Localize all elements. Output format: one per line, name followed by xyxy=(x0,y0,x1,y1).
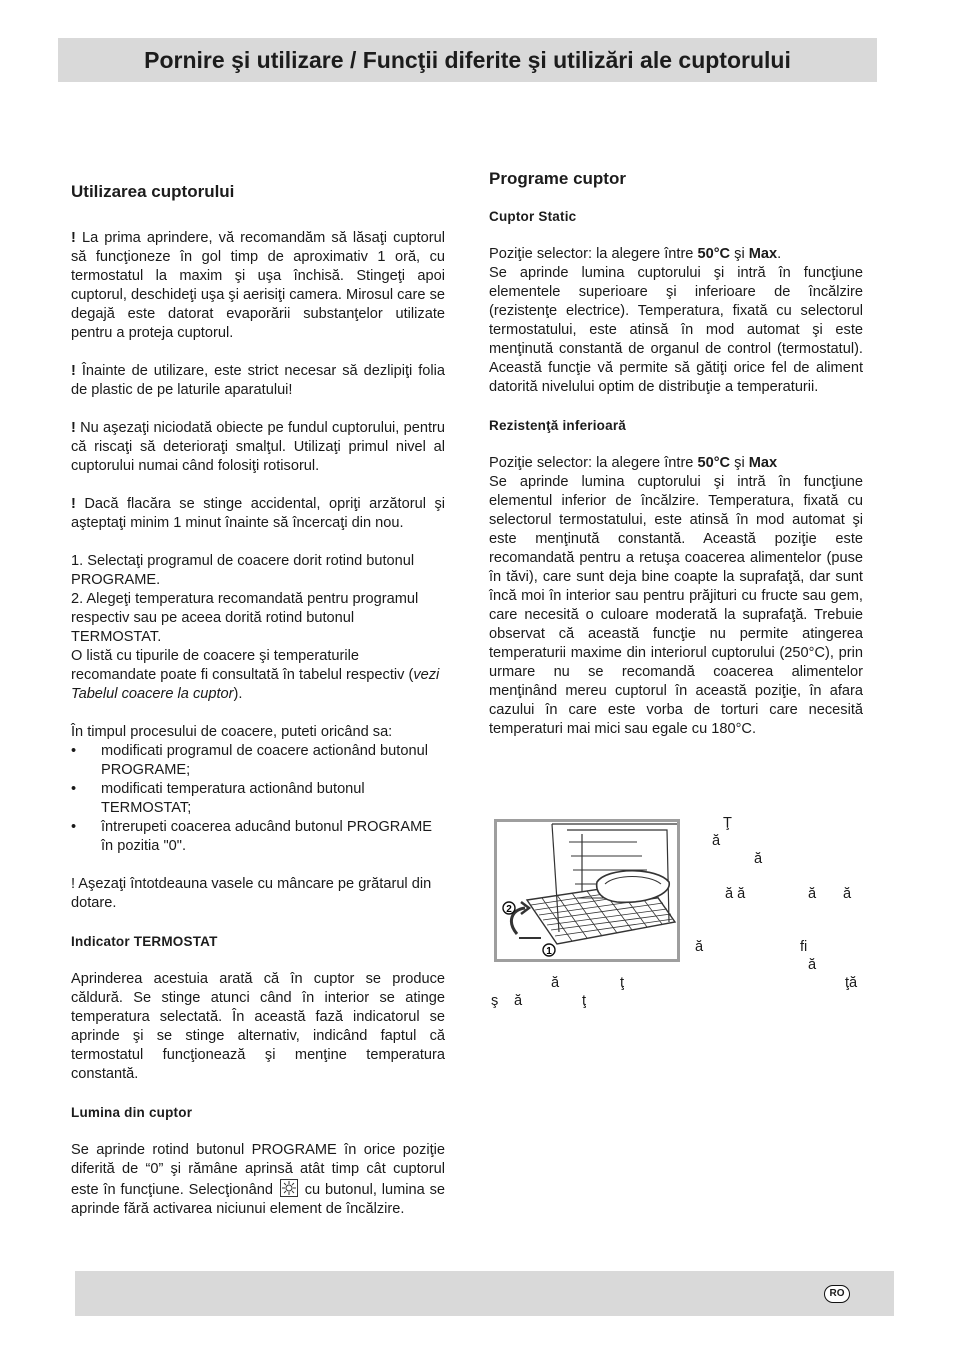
warning-text: Nu aşezaţi niciodată obiecte pe fundul cuptorului, pentru că riscaţi să deterioraţi smalţul. Utilizaţi primul nivel al cuptorului numai când folosiţi rotisorul. xyxy=(71,420,445,474)
position-and: şi xyxy=(730,246,749,262)
footer-bar xyxy=(75,1271,894,1316)
warning-plastic-film xyxy=(71,362,445,400)
heading-static-oven: Cuptor Static xyxy=(489,209,577,224)
stray-glyph: ă xyxy=(712,833,721,849)
static-selector-position xyxy=(489,245,863,264)
note-racks: ! Aşezaţi întotdeauna vasele cu mâncare pe grătarul din dotare. xyxy=(71,876,432,911)
stray-glyph: ă xyxy=(695,939,704,955)
thermostat-text: Aprinderea acestuia arată că în cuptor se produce căldură. Se stinge atunci când în interior se atinge temperatura selectată. În această fază indicatorul se aprinde şi se stinge alternativ, indicând faptul că termostatul funcţionează şi menţine temperatura constantă. xyxy=(71,971,445,1082)
stray-glyph: ă xyxy=(754,851,763,867)
stray-glyph: fi xyxy=(800,939,808,955)
section-heading-programe: Programe cuptor xyxy=(489,169,626,188)
heading-oven-light: Lumina din cuptor xyxy=(71,1105,193,1120)
list-intro: O listă cu tipurile de coacere şi temperaturile recomandate poate fi consultată în tabelul respectiv ( xyxy=(71,648,414,683)
table-reference: vezi Tabelul coacere la cuptor xyxy=(71,667,440,702)
stray-glyph: ă xyxy=(808,957,817,973)
during-intro: În timpul procesului de coacere, puteti oricând sa: xyxy=(71,724,393,740)
left-column xyxy=(71,180,445,1219)
step-2: 2. Alegeţi temperatura recomandată pentru programul respectiv sau pe aceea dorită rotind butonul TERMOSTAT. xyxy=(71,591,419,645)
warning-mark: ! xyxy=(71,420,76,436)
warning-flame xyxy=(71,495,445,533)
lower-text: Se aprinde lumina cuptorului şi intră în funcţiune elementul inferior de încălzire. Temperatura, fixată cu selectorul termostatului, este atinsă în mod automat şi este menţinută constantă. Această poziţie este recomandată pentru a retuşa coacerea alimentelor (puse în tăvi), care sunt deja bine coapte la suprafaţă, dar sunt încă moi în interior sau pentru prăjituri cu fructe sau gem, care necesită o culoare moderată la suprafaţă. Trebuie observat că această funcţie nu permite atingerea temperaturii maxime din interiorul cuptorului (250°C), prin urmare nu se recomandă coacerea alimentelor menţinând mereu cuptorul în această poziţie, în afara cazului în care este vorba de torturi care necesită temperaturi mai mici sau egale cu 180°C. xyxy=(489,474,863,737)
stray-glyph: ă xyxy=(808,886,817,902)
rack-insertion-figure xyxy=(494,819,680,962)
stray-glyph: Ţ xyxy=(723,815,732,831)
position-and: şi xyxy=(730,455,749,471)
position-min: 50°C xyxy=(697,246,731,262)
heading-thermostat-indicator: Indicator TERMOSTAT xyxy=(71,934,218,949)
lower-selector-position xyxy=(489,454,863,473)
static-text: Se aprinde lumina cuptorului şi intră în funcţiune elementele superioare şi inferioare de încălzire (rezistenţe electrice). Temperatura, fixată cu selectorul termostatului, este atinsă în mod automat şi este menţinută constantă de organul de control (termostatul). Această funcţie vă permite să gătiţi orice fel de aliment datorită nivelului optim de distribuţie a temperaturii. xyxy=(489,265,863,395)
light-text-a: Se aprinde rotind butonul PROGRAME în orice poziţie diferită de “0” şi rămâne aprinsă atât timp cât cuptorul este în funcţiune. Selecţionând xyxy=(71,1142,445,1198)
position-max: Max xyxy=(748,455,778,471)
oven-rack-illustration xyxy=(497,822,677,959)
warning-first-use xyxy=(71,229,445,343)
options-list xyxy=(71,742,445,856)
stray-glyph: ş xyxy=(491,993,499,1009)
light-text-b: cu butonul, lumina se aprinde fără activarea niciunui element de încălzire. xyxy=(71,1182,445,1217)
list-item: • întrerupeti coacerea aducând butonul PROGRAME în pozitia "0". xyxy=(71,818,445,856)
figure-label-1: 1 xyxy=(546,946,552,957)
warning-mark: ! xyxy=(71,230,76,246)
right-column xyxy=(489,167,863,739)
stray-glyph: ă xyxy=(514,993,523,1009)
stray-glyph: ţ xyxy=(582,993,587,1009)
list-item: • modificati temperatura actionând butonul TERMOSTAT; xyxy=(71,780,445,818)
page-title: Pornire şi utilizare / Funcţii diferite şi utilizări ale cuptorului xyxy=(144,46,791,73)
position-text: Poziţie selector: la alegere între xyxy=(489,455,698,471)
light-text xyxy=(71,1141,445,1219)
list-end: ). xyxy=(233,686,243,702)
position-end: . xyxy=(777,246,782,262)
figure-label-2: 2 xyxy=(506,904,512,915)
warning-text: La prima aprindere, vă recomandăm să lăsaţi cuptorul să funcţioneze în gol timp de aproximativ 1 oră, cu termostatul la maxim şi uşa închisă. Stingeţi apoi cuptorul, deschideţi uşa şi aerisiţi camera. Mirosul care se degajă este datorat evaporării substanţelor utilizate pentru a proteja cuptorul. xyxy=(71,230,445,341)
stray-glyph: ţ xyxy=(620,975,625,991)
stray-glyph: ă xyxy=(551,975,560,991)
position-text: Poziţie selector: la alegere între xyxy=(489,246,698,262)
language-badge: RO xyxy=(824,1285,850,1303)
position-max: Max xyxy=(748,246,778,262)
title-bar xyxy=(58,38,877,82)
warning-oven-bottom xyxy=(71,419,445,476)
list-reference xyxy=(71,647,445,704)
stray-glyph: ă ă xyxy=(725,886,746,902)
warning-mark: ! xyxy=(71,496,76,512)
stray-glyph: ţă xyxy=(845,975,858,991)
section-heading-utilizare: Utilizarea cuptorului xyxy=(71,182,235,201)
position-min: 50°C xyxy=(697,455,731,471)
stray-glyph: ă xyxy=(843,886,852,902)
warning-mark: ! xyxy=(71,363,76,379)
warning-text: Înainte de utilizare, este strict necesar să dezlipiţi folia de plastic de pe laturile aparatului! xyxy=(71,363,445,398)
step-1: 1. Selectaţi programul de coacere dorit rotind butonul PROGRAME. xyxy=(71,553,415,588)
list-item: • modificati programul de coacere actionând butonul PROGRAME; xyxy=(71,742,445,780)
lamp-icon xyxy=(280,1179,298,1197)
warning-text: Dacă flacăra se stinge accidental, opriţi arzătorul şi aşteptaţi minim 1 minut înainte să încercaţi din nou. xyxy=(71,496,445,531)
heading-lower-element: Rezistenţă inferioară xyxy=(489,418,626,433)
